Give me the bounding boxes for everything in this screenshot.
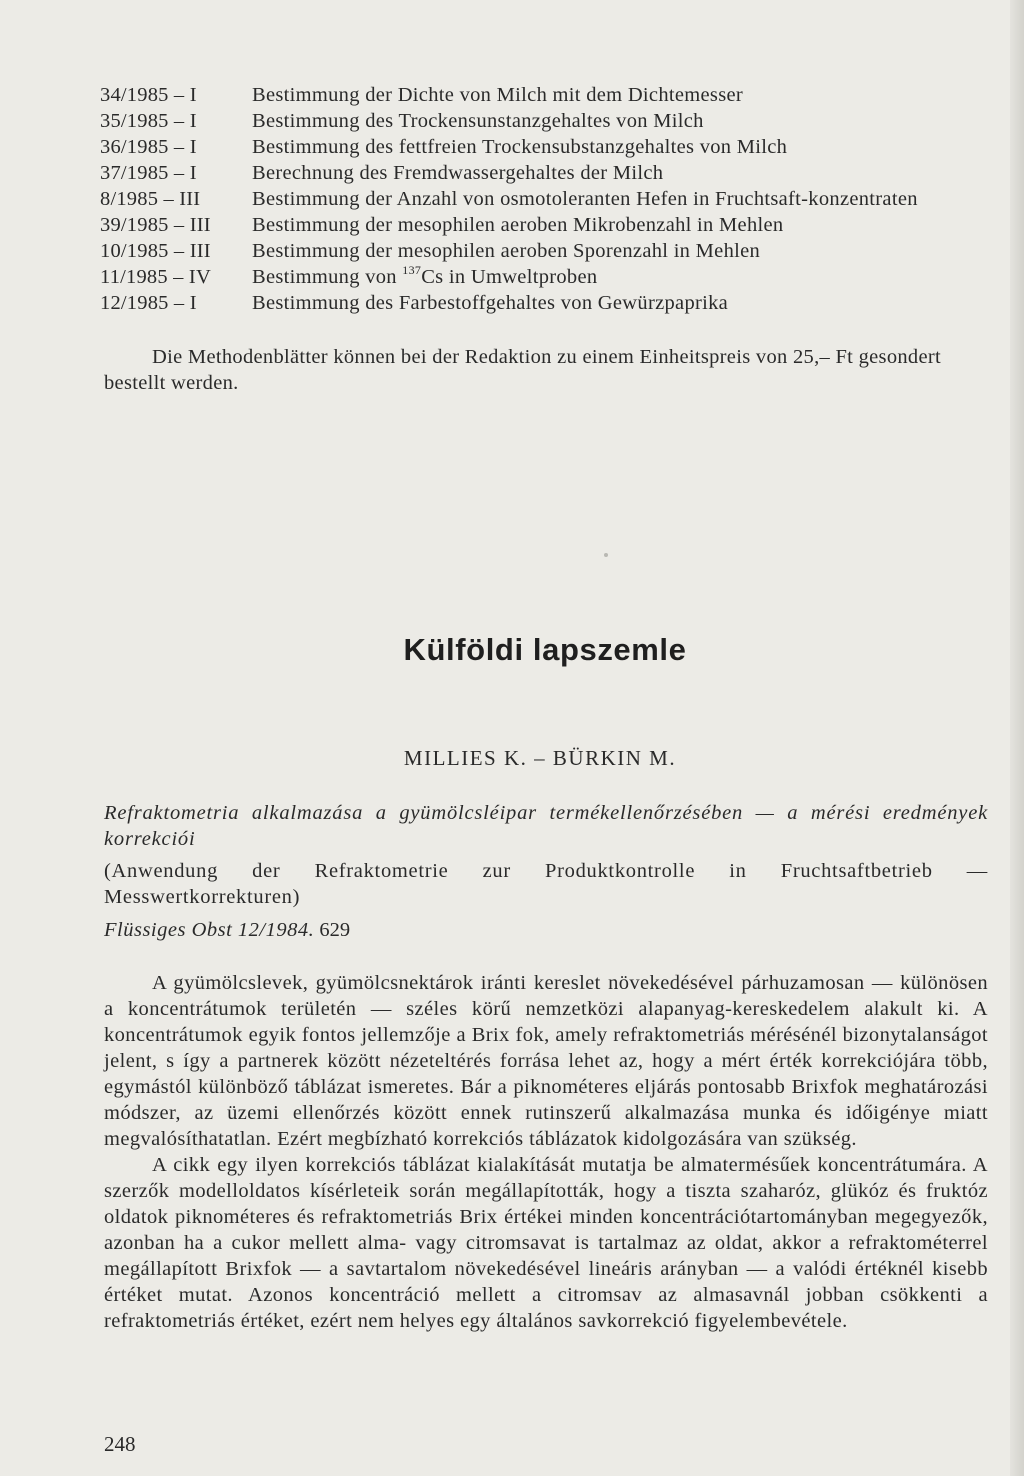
method-title: Bestimmung des Farbestoffgehaltes von Gewürzpaprika	[252, 292, 729, 314]
section-heading: Külföldi lapszemle	[403, 632, 687, 667]
article-body	[104, 970, 988, 1334]
article-title-german: (Anwendung der Refraktometrie zur Produktkontrolle in Fruchtsaftbetrieb — Messwertkorrekturen)	[104, 860, 988, 908]
list-item	[100, 186, 1000, 212]
page-number: 248	[104, 1432, 136, 1456]
ordering-note: Die Methodenblätter können bei der Redaktion zu einem Einheitspreis von 25,– Ft gesondert bestellt werden.	[104, 346, 942, 394]
method-title: Bestimmung der Anzahl von osmotoleranten Hefen in Fruchtsaft-konzentraten	[252, 188, 918, 210]
method-code: 8/1985 – III	[100, 188, 201, 210]
method-title: Bestimmung der Dichte von Milch mit dem Dichtemesser	[252, 84, 743, 106]
method-code: 39/1985 – III	[100, 214, 211, 236]
method-code: 10/1985 – III	[100, 240, 211, 262]
method-code: 11/1985 – IV	[100, 266, 211, 288]
method-title: Bestimmung des Trockensunstanzgehaltes von Milch	[252, 110, 704, 132]
journal-name: Flüssiges Obst 12/1984.	[104, 919, 315, 941]
list-item	[100, 212, 1000, 238]
method-title-prefix: Bestimmung von	[252, 266, 403, 288]
method-title: Berechnung des Fremdwassergehaltes der Milch	[252, 162, 664, 184]
method-code: 37/1985 – I	[100, 162, 197, 184]
list-item	[100, 108, 1000, 134]
list-item	[100, 160, 1000, 186]
methods-list	[100, 82, 1000, 316]
method-title-suffix: Cs in Umweltproben	[421, 266, 598, 288]
print-speck	[604, 553, 608, 557]
method-title: Bestimmung der mesophilen aeroben Mikrobenzahl in Mehlen	[252, 214, 784, 236]
list-item	[100, 82, 1000, 108]
body-paragraph: A gyümölcslevek, gyümölcsnektárok iránti kereslet növekedésével párhuzamosan — különösen a koncentrátumok területén — széles körű nemzetközi alapanyag-kereskedelem alakult ki. A koncentrátumok egyik fontos jellemzője a Brix fok, amely refraktometriás mérésénél bizonytalanságot jelent, s így a partnerek között nézeteltérés forrása lehet az, hogy a mért érték korrekciójára több, egymástól különböző táblázat ismeretes. Bár a piknométeres eljárás pontosabb Brixfok meghatározási módszer, az üzemi ellenőrzés között ennek rutinszerű alkalmazása munka és időigénye miatt megvalósíthatatlan. Ezért megbízható korrekciós táblázatok kidolgozására van szükség.	[104, 972, 988, 1150]
article-source	[104, 919, 350, 942]
list-item	[100, 290, 1000, 316]
list-item	[100, 134, 1000, 160]
method-title	[252, 264, 1000, 290]
method-title: Bestimmung der mesophilen aeroben Sporenzahl in Mehlen	[252, 240, 761, 262]
isotope-mass-number: 137	[402, 263, 422, 277]
list-item	[100, 238, 1000, 264]
journal-page: 629	[319, 919, 351, 941]
list-item	[100, 264, 1000, 290]
method-code: 12/1985 – I	[100, 292, 197, 314]
method-code: 36/1985 – I	[100, 136, 197, 158]
method-code: 34/1985 – I	[100, 84, 197, 106]
body-paragraph: A cikk egy ilyen korrekciós táblázat kialakítását mutatja be almatermésűek koncentrátumára. A szerzők modelloldatos kísérleteik során megállapították, hogy a tiszta szaharóz, glükóz és fruktóz oldatok piknométeres és refraktometriás Brix értékei minden koncentrációtartományban megegyezők, azonban ha a cukor mellett alma- vagy citromsavat is tartalmaz az oldat, akkor a refraktométerrel megállapított Brixfok — a savtartalom növekedésével lineáris arányban — a valódi értéknél kisebb értéket mutat. Azonos koncentráció mellett a citromsav az almasavnál jobban csökkenti a refraktometriás értéket, ezért nem helyes egy általános savkorrekció figyelembevétele.	[104, 1154, 988, 1332]
article-title-hungarian: Refraktometria alkalmazása a gyümölcsléipar termékellenőrzésében — a mérési eredmények korrekciói	[104, 802, 988, 850]
article-authors: MILLIES K. – BÜRKIN M.	[403, 746, 677, 770]
method-code: 35/1985 – I	[100, 110, 197, 132]
method-title: Bestimmung des fettfreien Trockensubstanzgehaltes von Milch	[252, 136, 788, 158]
page-edge-shadow	[1010, 0, 1024, 1476]
